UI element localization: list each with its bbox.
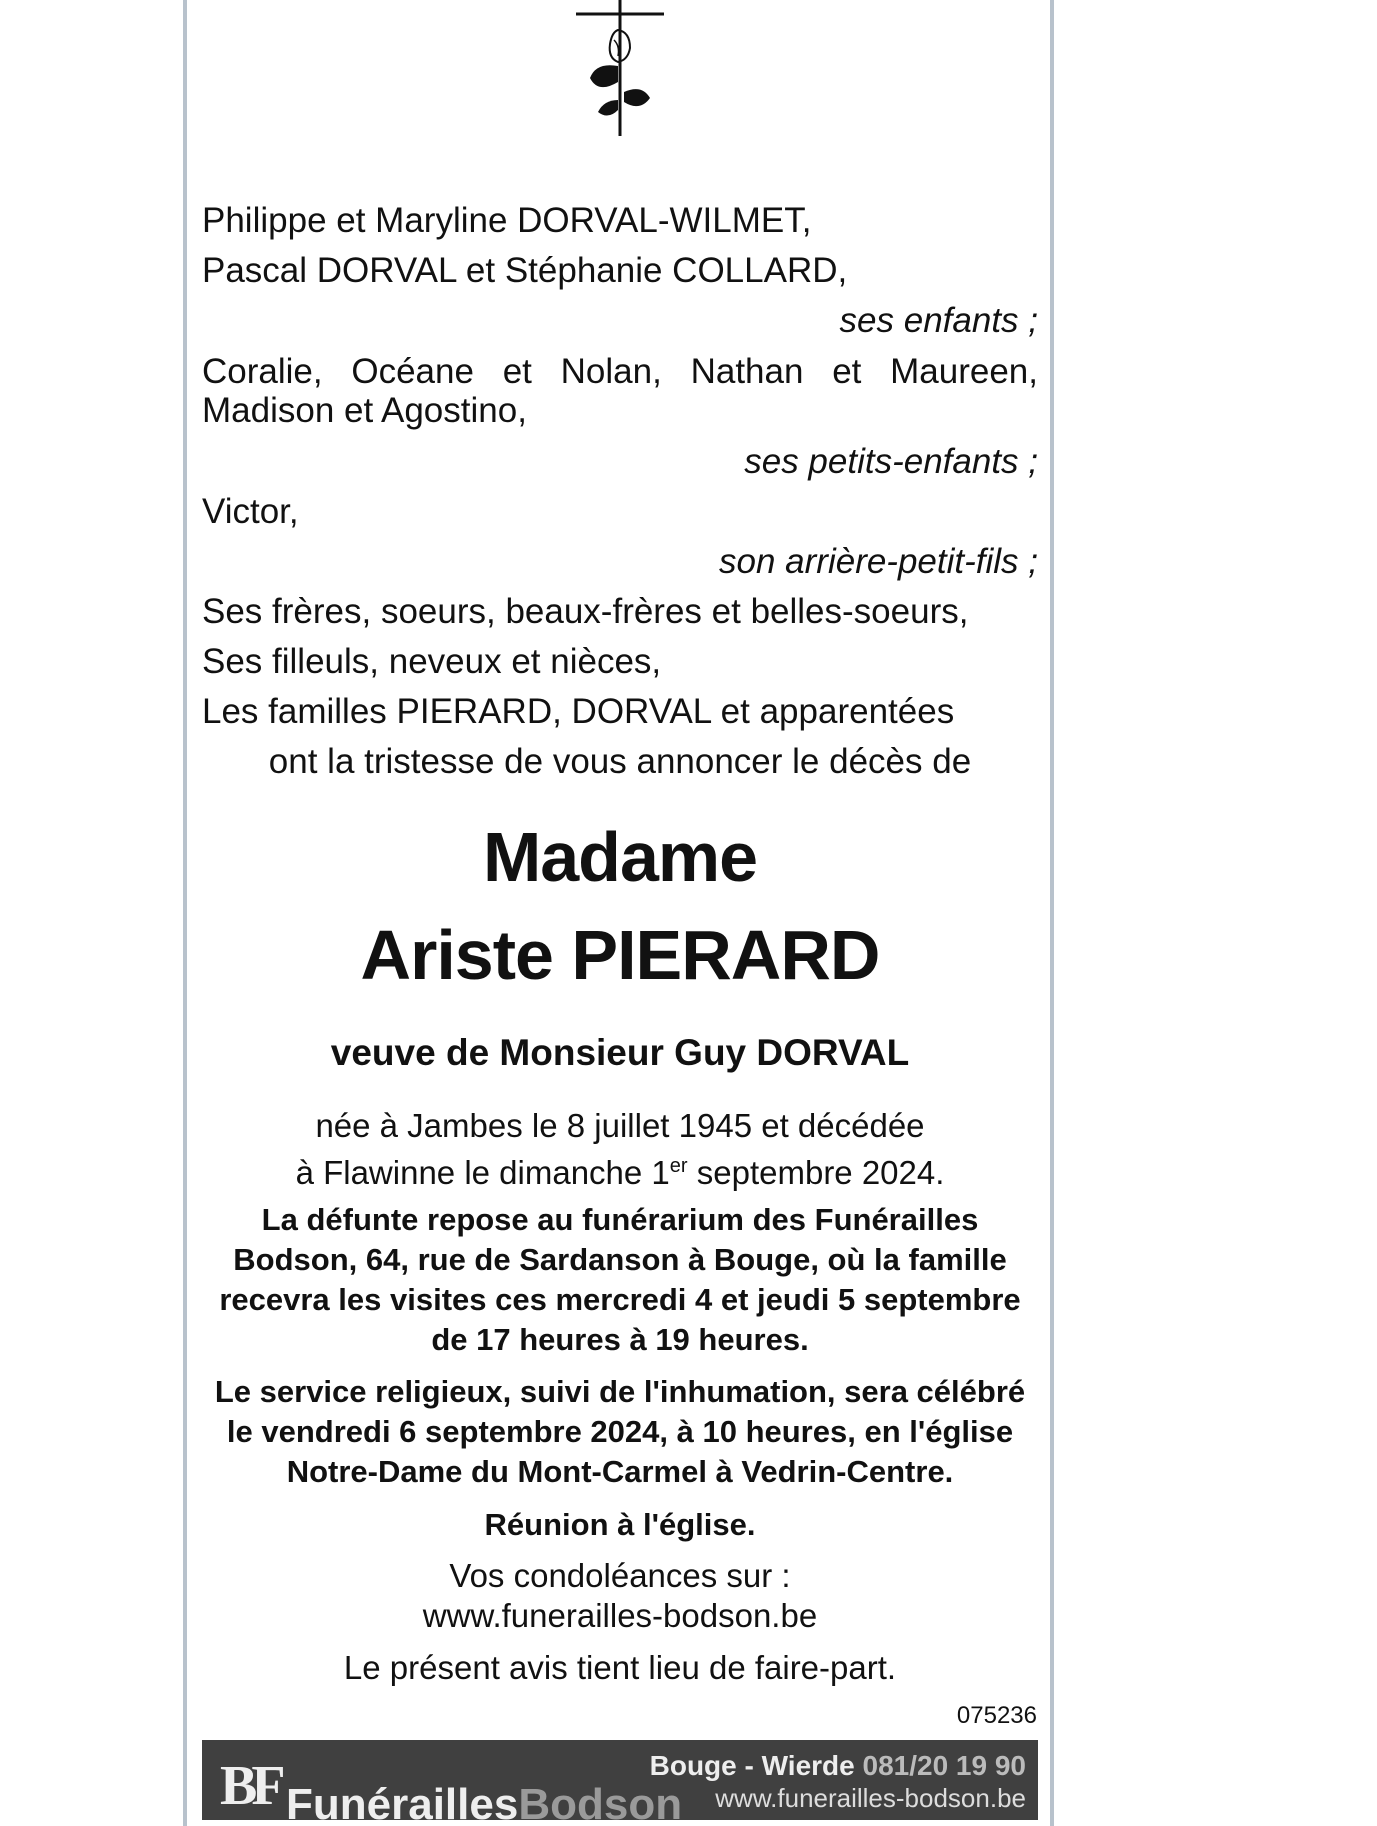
footer-phone[interactable]: 081/20 19 90 xyxy=(862,1750,1026,1781)
children-line-1: Philippe et Maryline DORVAL-WILMET, xyxy=(202,201,812,240)
death-line xyxy=(202,1146,1038,1193)
children-line-2: Pascal DORVAL et Stéphanie COLLARD, xyxy=(202,251,848,290)
great-grandchild-name: Victor, xyxy=(202,492,299,531)
funeral-home-footer xyxy=(202,1740,1038,1820)
others-line-1: Ses frères, soeurs, beaux-frères et belles-soeurs, xyxy=(202,592,969,631)
footer-website[interactable]: www.funerailles-bodson.be xyxy=(715,1783,1026,1813)
condolences-label: Vos condoléances sur : xyxy=(449,1557,791,1594)
grandchildren-label: ses petits-enfants ; xyxy=(744,442,1038,481)
deceased-title: Madame xyxy=(482,818,758,896)
children-label: ses enfants ; xyxy=(839,301,1038,340)
footer-contact xyxy=(650,1750,1026,1814)
meeting-info: Réunion à l'église. xyxy=(484,1507,756,1542)
cross-with-rose-icon xyxy=(570,0,670,140)
funeral-home-logo-icon: BF xyxy=(220,1755,280,1817)
funeral-home-brand xyxy=(286,1780,682,1820)
death-day-suffix: er xyxy=(669,1155,688,1177)
death-line-text: à Flawinne le dimanche 1 xyxy=(295,1154,670,1191)
announcement-text: ont la tristesse de vous annoncer le décès de xyxy=(268,742,972,781)
visitation-info: La défunte repose au funérarium des Funérailles Bodson, 64, rue de Sardanson à Bouge, où la famille recevra les visites ces mercredi 4 et jeudi 5 septembre de 17 heures à 19 heures. xyxy=(219,1202,1021,1357)
brand-part-1: Funérailles xyxy=(286,1780,519,1820)
brand-part-2: Bodson xyxy=(518,1780,683,1820)
deceased-name: Ariste PIERARD xyxy=(360,916,880,994)
footer-locations: Bouge - Wierde xyxy=(649,1750,855,1781)
grandchildren-names: Coralie, Océane et Nolan, Nathan et Maureen, Madison et Agostino, xyxy=(202,352,1038,430)
condolences-link[interactable]: www.funerailles-bodson.be xyxy=(422,1597,818,1634)
others-line-3: Les familles PIERARD, DORVAL et apparentées xyxy=(202,692,955,731)
great-grandchild-label: son arrière-petit-fils ; xyxy=(719,542,1038,581)
birth-line: née à Jambes le 8 juillet 1945 et décédée xyxy=(315,1107,925,1144)
spouse-line: veuve de Monsieur Guy DORVAL xyxy=(330,1032,910,1073)
service-info: Le service religieux, suivi de l'inhumation, sera célébré le vendredi 6 septembre 2024, à 10 heures, en l'église Notre-Dame du Mont-Carmel à Vedrin-Centre. xyxy=(214,1374,1026,1489)
reference-number: 075236 xyxy=(956,1702,1037,1729)
death-line-end: septembre 2024. xyxy=(687,1154,945,1191)
others-line-2: Ses filleuls, neveux et nièces, xyxy=(202,642,662,681)
notice-statement: Le présent avis tient lieu de faire-part. xyxy=(343,1649,897,1686)
